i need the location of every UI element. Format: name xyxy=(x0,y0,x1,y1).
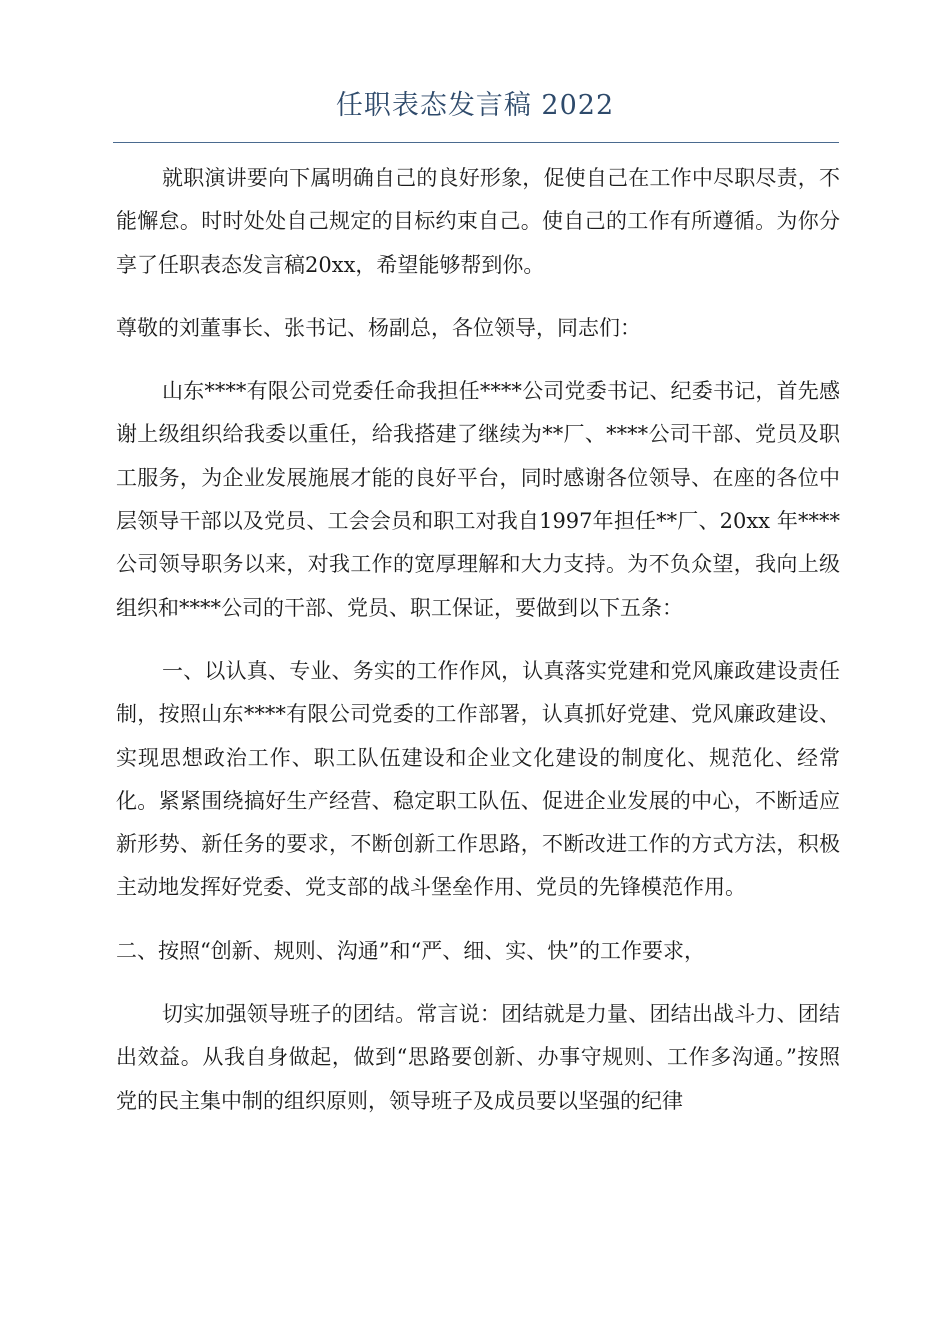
body-paragraph: 二、按照“创新、规则、沟通”和“严、细、实、快”的工作要求， xyxy=(116,938,705,963)
title-divider xyxy=(113,142,839,143)
body-paragraph: 山东****有限公司党委任命我担任****公司党委书记、纪委书记，首先感谢上级组织给我委以重任，给我搭建了继续为**厂、****公司干部、党员及职工服务，为企业发展施展才能的良好平台，同时感谢各位领导、在座的各位中层领导干部以及党员、工会会员和职工对我自1997年担任**厂、20xx 年****公司领导职务以来，对我工作的宽厚理解和大力支持。为不负众望，我向上级组织和****公司的干部、党员、职工保证，要做到以下五条： xyxy=(116,379,840,620)
body-paragraph: 一、以认真、专业、务实的工作作风，认真落实党建和党风廉政建设责任制，按照山东****有限公司党委的工作部署，认真抓好党建、党风廉政建设、实现思想政治工作、职工队伍建设和企业文化建设的制度化、规范化、经常化。紧紧围绕搞好生产经营、稳定职工队伍、促进企业发展的中心，不断适应新形势、新任务的要求，不断创新工作思路，不断改进工作的方式方法，积极主动地发挥好党委、党支部的战斗堡垒作用、党员的先锋模范作用。 xyxy=(116,658,840,900)
intro-paragraph: 就职演讲要向下属明确自己的良好形象，促使自己在工作中尽职尽责，不能懈怠。时时处处自己规定的目标约束自己。使自己的工作有所遵循。为你分享了任职表态发言稿20xx，希望能够帮到你。 xyxy=(116,166,840,277)
salutation: 尊敬的刘董事长、张书记、杨副总，各位领导，同志们： xyxy=(116,315,641,340)
document-title: 任职表态发言稿 2022 xyxy=(335,90,615,121)
document-body xyxy=(116,157,840,1123)
body-paragraph: 切实加强领导班子的团结。常言说：团结就是力量、团结出战斗力、团结出效益。从我自身做起，做到“思路要创新、办事守规则、工作多沟通。”按照党的民主集中制的组织原则，领导班子及成员要以坚强的纪律 xyxy=(116,1002,840,1113)
